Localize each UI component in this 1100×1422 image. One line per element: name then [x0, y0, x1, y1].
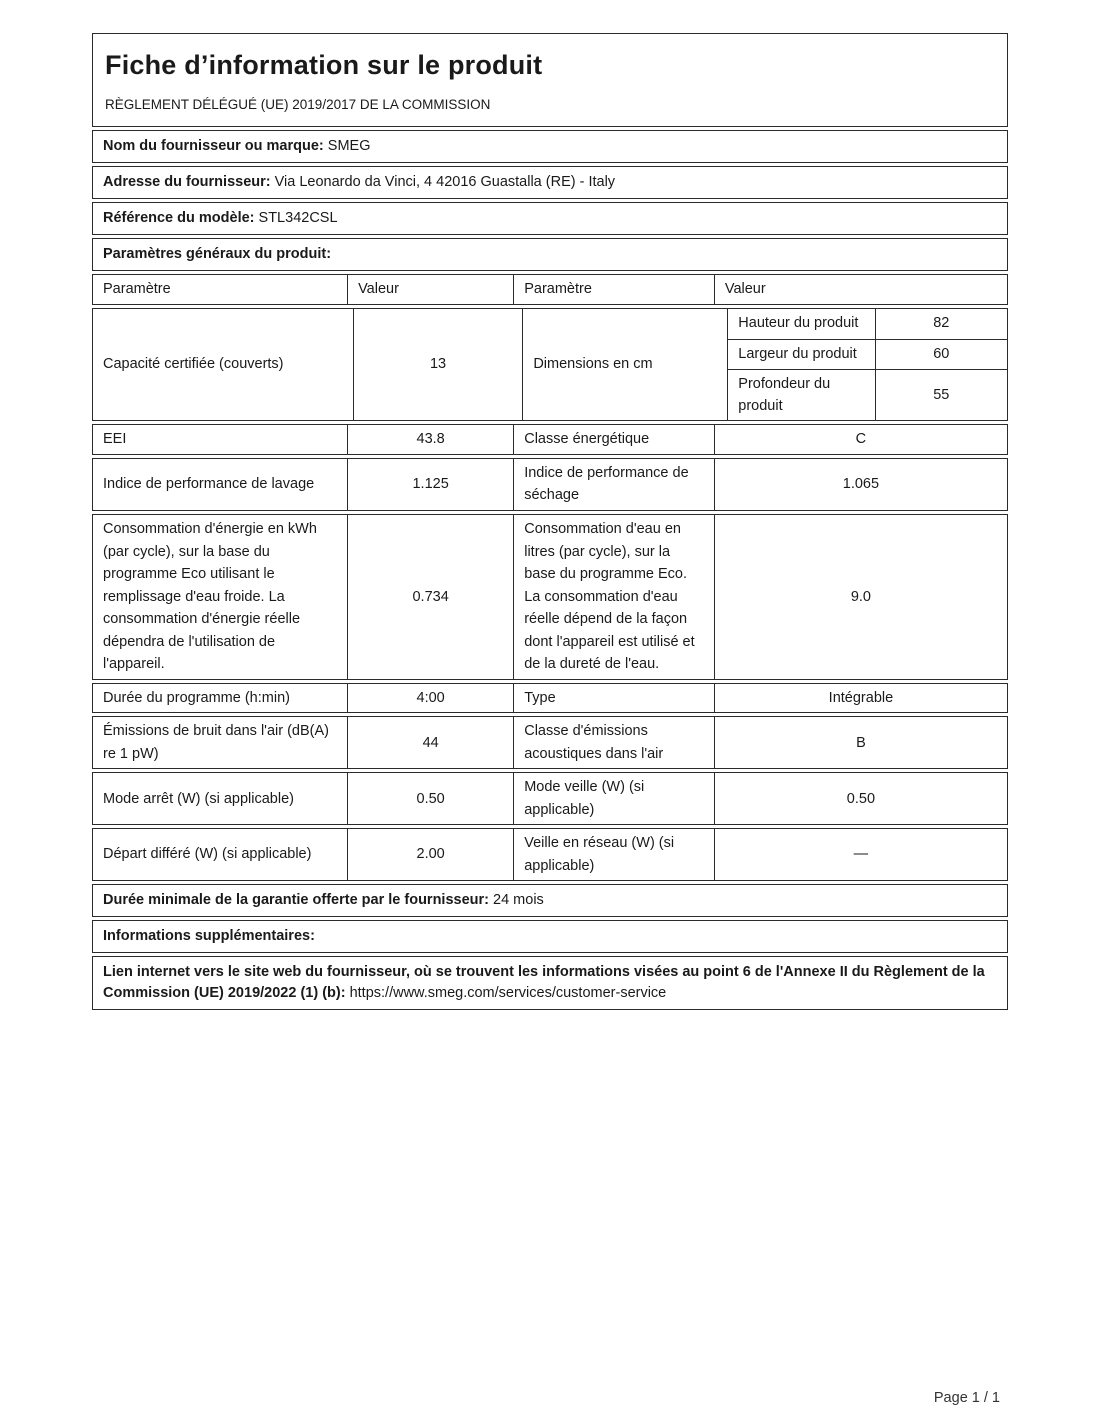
height-label: Hauteur du produit — [738, 315, 859, 332]
product-information-sheet — [92, 0, 1008, 1010]
networked-standby-value: — — [714, 829, 1007, 880]
supplier-link-label: Lien internet vers le site web du fournisseur, où se trouvent les informations visées au point 6 de l'Annexe II du Règlement de la Commission (UE) 2019/2022 (1) (b): — [103, 964, 985, 1002]
header-parameter-2: Paramètre — [513, 275, 714, 303]
energy-consumption-value: 0.734 — [347, 515, 513, 679]
height-value: 82 — [875, 309, 1007, 339]
dimension-row-width — [728, 339, 1007, 369]
networked-standby-label: Veille en réseau (W) (si applicable) — [513, 829, 714, 880]
off-mode-label: Mode arrêt (W) (si applicable) — [103, 790, 294, 807]
additional-info-row — [92, 920, 1008, 953]
header-value-1: Valeur — [347, 275, 513, 303]
supplier-name-row — [92, 130, 1008, 163]
programme-duration-label: Durée du programme (h:min) — [103, 689, 290, 706]
capacity-value: 13 — [353, 309, 523, 421]
table-header-row — [92, 274, 1008, 304]
supplier-address-row — [92, 166, 1008, 199]
model-reference-label: Référence du modèle: — [103, 210, 255, 227]
off-mode-value: 0.50 — [347, 773, 513, 824]
supplier-name-value: SMEG — [327, 138, 371, 154]
page-title: Fiche d’information sur le produit — [105, 50, 543, 80]
warranty-value: 24 mois — [493, 892, 544, 909]
model-reference-row — [92, 202, 1008, 235]
table-row-eei — [92, 424, 1008, 454]
supplier-name-label: Nom du fournisseur ou marque: — [103, 138, 324, 154]
width-label: Largeur du produit — [738, 345, 857, 362]
dimension-row-height — [728, 309, 1007, 339]
standby-mode-label: Mode veille (W) (si applicable) — [513, 773, 714, 824]
noise-label: Émissions de bruit dans l'air (dB(A) re 1 pW) — [103, 723, 329, 762]
wash-performance-value: 1.125 — [347, 459, 513, 510]
type-label: Type — [513, 684, 714, 712]
water-consumption-value: 9.0 — [714, 515, 1007, 679]
table-row-consumption — [92, 514, 1008, 680]
standby-mode-value: 0.50 — [714, 773, 1007, 824]
general-params-heading-row — [92, 238, 1008, 271]
warranty-row — [92, 884, 1008, 917]
width-value: 60 — [875, 340, 1007, 369]
supplier-address-value: Via Leonardo da Vinci, 4 42016 Guastalla (RE) - Italy — [274, 174, 616, 191]
supplier-link-row — [92, 956, 1008, 1010]
capacity-label: Capacité certifiée (couverts) — [103, 356, 284, 373]
depth-value: 55 — [875, 370, 1007, 421]
programme-duration-value: 4:00 — [347, 684, 513, 712]
dimension-row-depth — [728, 369, 1007, 421]
model-reference-value: STL342CSL — [258, 210, 338, 227]
supplier-address-label: Adresse du fournisseur: — [103, 174, 271, 191]
noise-value: 44 — [347, 717, 513, 768]
additional-info-label: Informations supplémentaires: — [103, 928, 315, 945]
table-row-noise — [92, 716, 1008, 769]
wash-performance-label: Indice de performance de lavage — [103, 476, 315, 493]
water-consumption-label: Consommation d'eau en litres (par cycle), sur la base du programme Eco. La consommation d'eau réelle dépend de la façon dont l'appareil est utilisé et de la dureté de l'eau. — [513, 515, 714, 679]
dimensions-label: Dimensions en cm — [522, 309, 727, 421]
eei-label: EEI — [103, 431, 127, 448]
table-row-duration-type — [92, 683, 1008, 713]
page-number: Page 1 / 1 — [933, 1390, 1000, 1406]
energy-class-value: C — [714, 425, 1007, 453]
title-block — [92, 33, 1008, 127]
type-value: Intégrable — [714, 684, 1007, 712]
header-parameter-1: Paramètre — [103, 281, 171, 298]
dry-performance-label: Indice de performance de séchage — [513, 459, 714, 510]
delayed-start-label: Départ différé (W) (si applicable) — [103, 846, 312, 863]
noise-class-label: Classe d'émissions acoustiques dans l'air — [513, 717, 714, 768]
energy-consumption-label: Consommation d'énergie en kWh (par cycle), sur la base du programme Eco utilisant le remplissage d'eau froide. La consommation d'énergie réelle dépendra de l'utilisation de l'appareil. — [103, 521, 317, 673]
table-row-off-standby — [92, 772, 1008, 825]
delayed-start-value: 2.00 — [347, 829, 513, 880]
energy-class-label: Classe énergétique — [513, 425, 714, 453]
dimensions-subtable — [727, 309, 1007, 421]
dry-performance-value: 1.065 — [714, 459, 1007, 510]
noise-class-value: B — [714, 717, 1007, 768]
warranty-label: Durée minimale de la garantie offerte par le fournisseur: — [103, 892, 489, 909]
supplier-link-url[interactable]: https://www.smeg.com/services/customer-service — [349, 985, 667, 1002]
depth-label: Profondeur du produit — [738, 375, 831, 414]
table-row-capacity-dimensions — [92, 308, 1008, 422]
regulation-subtitle: RÈGLEMENT DÉLÉGUÉ (UE) 2019/2017 DE LA COMMISSION — [105, 97, 491, 112]
table-row-delayed-network — [92, 828, 1008, 881]
header-value-2: Valeur — [714, 275, 1007, 303]
eei-value: 43.8 — [347, 425, 513, 453]
general-params-heading: Paramètres généraux du produit: — [103, 246, 332, 263]
table-row-performance — [92, 458, 1008, 511]
